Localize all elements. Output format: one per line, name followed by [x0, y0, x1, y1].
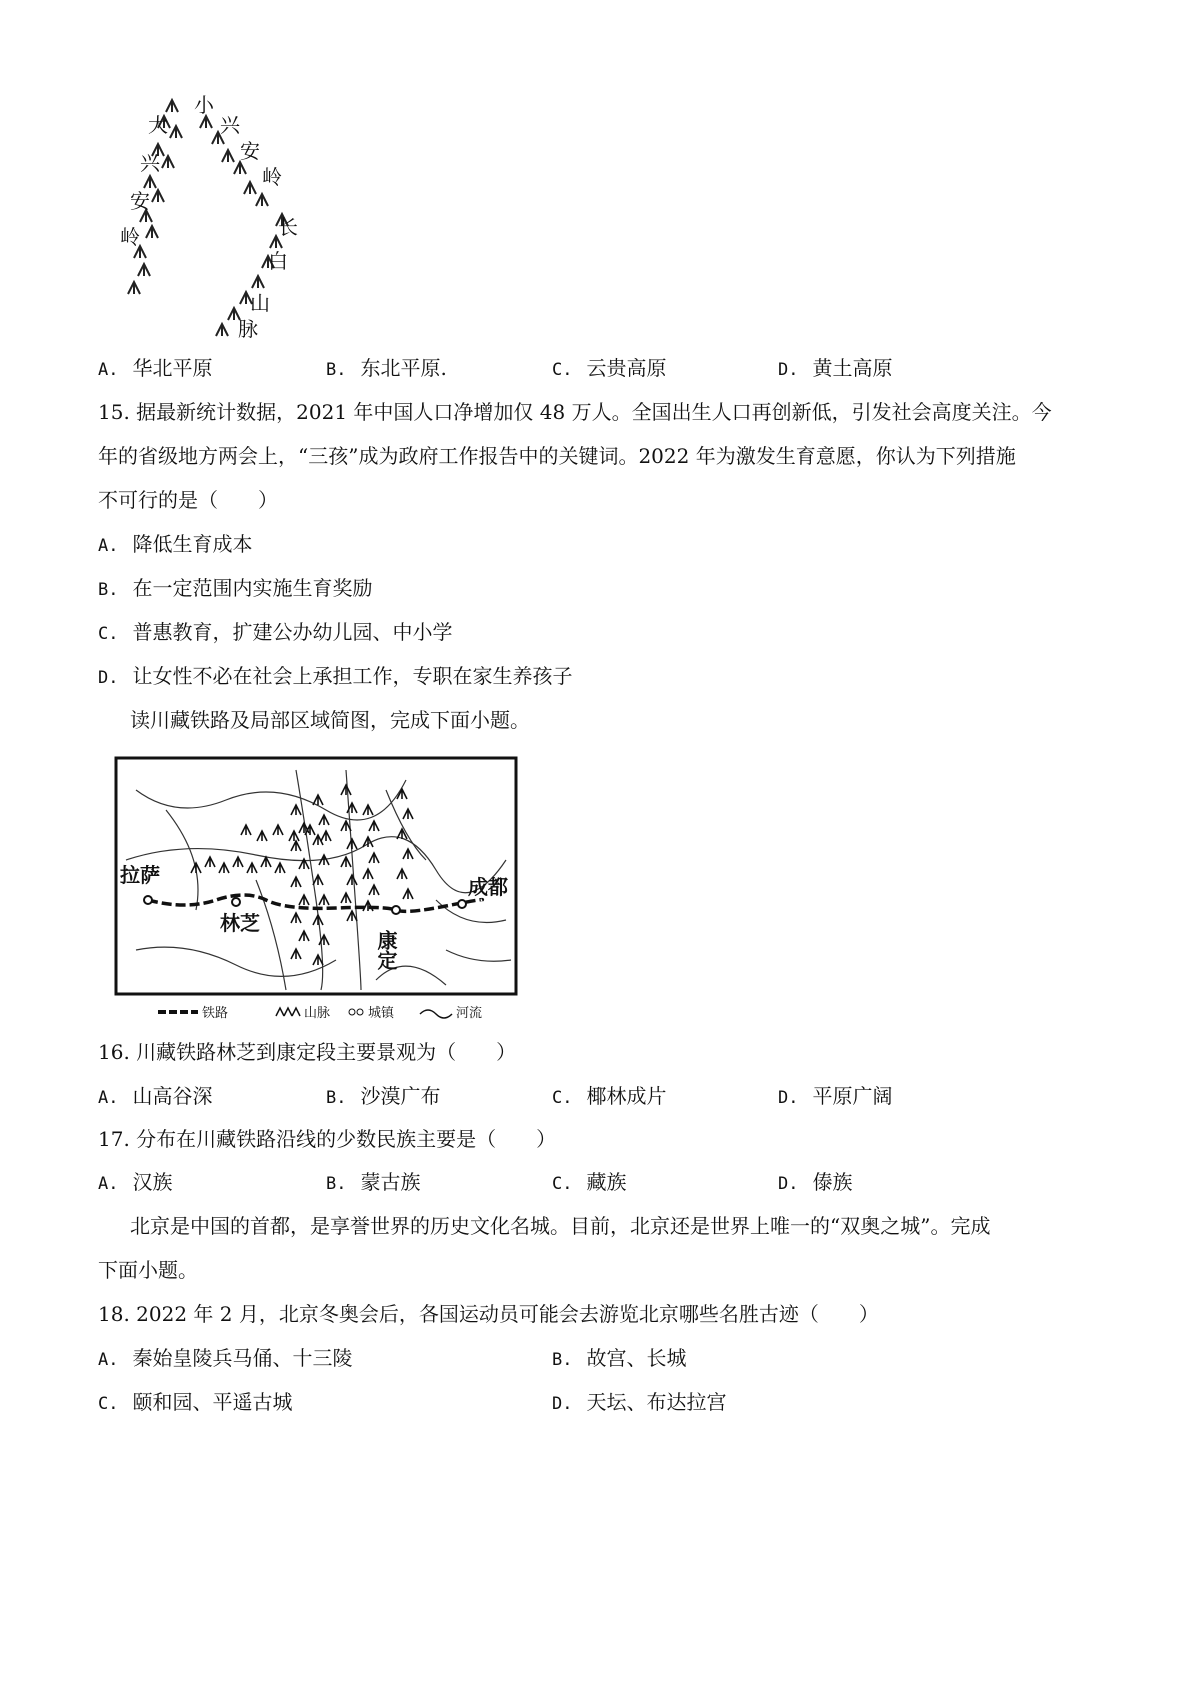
- option-letter: C.: [552, 1174, 573, 1194]
- option-text: 汉族: [132, 1170, 173, 1194]
- option-letter: D.: [778, 1174, 799, 1194]
- mountain-symbol: [170, 126, 182, 138]
- city-label-lasa: 拉萨: [120, 863, 160, 887]
- option-letter: C.: [552, 1088, 573, 1108]
- beijing-intro-line2: 下面小题。: [98, 1258, 198, 1282]
- city-label-kangding: [374, 929, 398, 971]
- option-text: 秦始皇陵兵马俑、十三陵: [132, 1346, 353, 1370]
- city-marker-chengdu: [458, 900, 466, 908]
- label-xiao: 小: [194, 93, 214, 117]
- mountain-symbol: [162, 156, 174, 168]
- q17-option-a[interactable]: [98, 1168, 172, 1198]
- label-ling1: 岭: [262, 165, 282, 189]
- option-letter: A.: [98, 536, 119, 556]
- option-letter: A.: [98, 360, 119, 380]
- q18-option-d[interactable]: [552, 1388, 726, 1418]
- sichuan-tibet-railway-map: [106, 750, 526, 1030]
- option-text: 傣族: [812, 1170, 853, 1194]
- label-mai: 脉: [238, 317, 258, 341]
- q15-stem-line3: 不可行的是（ ）: [98, 488, 278, 512]
- label-da: 大: [148, 113, 168, 137]
- mountain-symbol: [200, 116, 212, 128]
- mountain-symbol: [128, 282, 140, 294]
- option-text: 颐和园、平遥古城: [132, 1390, 293, 1414]
- option-text: 沙漠广布: [360, 1084, 441, 1108]
- q17-option-c[interactable]: [552, 1168, 626, 1198]
- mountain-symbol: [216, 324, 228, 336]
- legend-mountain: 山脉: [304, 1006, 331, 1021]
- mountain-symbol: [234, 162, 246, 174]
- option-letter: D.: [552, 1394, 573, 1414]
- option-letter: A.: [98, 1088, 119, 1108]
- q16-option-a[interactable]: [98, 1082, 212, 1112]
- northeast-mountains-map: [110, 92, 310, 352]
- option-letter: B.: [552, 1350, 573, 1370]
- option-letter: D.: [98, 668, 119, 688]
- option-text: 普惠教育，扩建公办幼儿园、中小学: [132, 620, 453, 644]
- city-marker-kangding: [392, 906, 400, 914]
- option-text: 椰林成片: [586, 1084, 667, 1108]
- label-an1: 安: [240, 139, 260, 163]
- mountain-symbol: [138, 264, 150, 276]
- q15-option-b[interactable]: [98, 574, 372, 604]
- city-label-linzhi: 林芝: [220, 911, 260, 935]
- option-text: 山高谷深: [132, 1084, 213, 1108]
- q15-stem-line1: 15. 据最新统计数据，2021 年中国人口净增加仅 48 万人。全国出生人口再创新低，引发社会高度关注。今: [98, 400, 1052, 424]
- option-text: 故宫、长城: [586, 1346, 687, 1370]
- option-letter: C.: [98, 1394, 119, 1414]
- q15-option-d[interactable]: [98, 662, 572, 692]
- q16-option-c[interactable]: [552, 1082, 666, 1112]
- city-marker-lasa: [144, 896, 152, 904]
- option-text: 让女性不必在社会上承担工作，专职在家生养孩子: [132, 664, 573, 688]
- label-ling2: 岭: [120, 225, 140, 249]
- mountain-symbol: [222, 150, 234, 162]
- q14-option-c[interactable]: [552, 354, 666, 384]
- label-xing1: 兴: [220, 113, 240, 137]
- q15-option-c[interactable]: [98, 618, 452, 648]
- city-label-kangding-text: 康定: [374, 930, 398, 970]
- option-text: 华北平原: [132, 356, 213, 380]
- option-text: 黄土高原: [812, 356, 893, 380]
- city-marker-linzhi: [232, 898, 240, 906]
- q17-option-d[interactable]: [778, 1168, 852, 1198]
- option-letter: D.: [778, 360, 799, 380]
- option-letter: B.: [326, 1088, 347, 1108]
- option-text: 东北平原.: [360, 356, 447, 380]
- q16-stem: 16. 川藏铁路林芝到康定段主要景观为（ ）: [98, 1040, 517, 1064]
- label-an2: 安: [130, 189, 150, 213]
- legend-town: 城镇: [368, 1006, 395, 1021]
- map-legend: [158, 1005, 482, 1021]
- mountain-symbol: [256, 194, 268, 206]
- label-bai: 白: [268, 249, 288, 273]
- option-text: 降低生育成本: [132, 532, 253, 556]
- option-text: 天坛、布达拉宫: [586, 1390, 727, 1414]
- q16-option-d[interactable]: [778, 1082, 892, 1112]
- label-xing2: 兴: [140, 151, 160, 175]
- q15-option-a[interactable]: [98, 530, 252, 560]
- legend-river: 河流: [456, 1006, 483, 1021]
- q18-option-a[interactable]: [98, 1344, 352, 1374]
- q17-option-b[interactable]: [326, 1168, 420, 1198]
- mountain-symbol: [144, 176, 156, 188]
- legend-railway: 铁路: [202, 1006, 229, 1021]
- option-letter: D.: [778, 1088, 799, 1108]
- q14-option-b[interactable]: [326, 354, 447, 384]
- label-chang: 长: [278, 215, 298, 239]
- option-letter: B.: [326, 1174, 347, 1194]
- mountain-symbol: [146, 226, 158, 238]
- option-text: 云贵高原: [586, 356, 667, 380]
- city-label-chengdu: 成都: [468, 875, 508, 899]
- q18-option-b[interactable]: [552, 1344, 686, 1374]
- q15-stem-line2: 年的省级地方两会上，“三孩”成为政府工作报告中的关键词。2022 年为激发生育意愿，你认为下列措施: [98, 444, 1016, 468]
- option-text: 在一定范围内实施生育奖励: [132, 576, 373, 600]
- beijing-intro-line1: 北京是中国的首都，是享誉世界的历史文化名城。目前，北京还是世界上唯一的“双奥之城”。完成: [130, 1214, 991, 1238]
- label-shan: 山: [250, 291, 270, 315]
- option-letter: A.: [98, 1174, 119, 1194]
- q17-stem: 17. 分布在川藏铁路沿线的少数民族主要是（ ）: [98, 1127, 557, 1151]
- mountain-symbol: [252, 276, 264, 288]
- q18-option-c[interactable]: [98, 1388, 292, 1418]
- mountain-symbol: [166, 100, 178, 112]
- q18-stem: 18. 2022 年 2 月，北京冬奥会后，各国运动员可能会去游览北京哪些名胜古迹（ ）: [98, 1302, 879, 1326]
- q16-option-b[interactable]: [326, 1082, 440, 1112]
- q14-option-a[interactable]: [98, 354, 212, 384]
- option-letter: B.: [98, 580, 119, 600]
- option-letter: C.: [552, 360, 573, 380]
- option-text: 平原广阔: [812, 1084, 893, 1108]
- q14-option-d[interactable]: [778, 354, 892, 384]
- tibet-intro: 读川藏铁路及局部区域简图，完成下面小题。: [130, 708, 530, 732]
- option-letter: C.: [98, 624, 119, 644]
- option-letter: A.: [98, 1350, 119, 1370]
- mountain-symbol: [152, 190, 164, 202]
- option-letter: B.: [326, 360, 347, 380]
- option-text: 蒙古族: [360, 1170, 421, 1194]
- mountain-symbol: [244, 182, 256, 194]
- option-text: 藏族: [586, 1170, 627, 1194]
